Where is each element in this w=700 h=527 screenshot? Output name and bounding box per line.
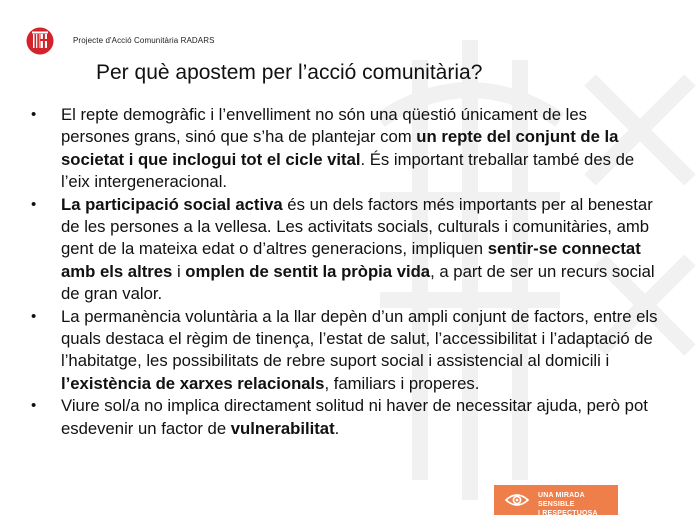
bullet-text: Viure sol/a no implica directament solitud ni haver de necessitar ajuda, però pot esdevenir un factor de bbox=[61, 396, 648, 438]
bullet-text: i bbox=[172, 261, 186, 281]
bullet-emphasis: l’existència de xarxes relacionals bbox=[61, 373, 325, 393]
bullet-text: El repte demogràfic i l’envelliment no són una qüestió únicament de les persones grans, sinó que s’ha de plantejar com bbox=[61, 105, 587, 147]
bullet-emphasis: La participació social activa bbox=[61, 194, 283, 214]
bullet-marker: • bbox=[31, 307, 37, 325]
bullet-text: . És important treballar també des de l’eix intergeneracional. bbox=[61, 149, 635, 192]
bullet-emphasis: un repte del conjunt de la societat i que inclogui tot el cicle vital bbox=[61, 127, 619, 169]
bullet-text: La permanència voluntària a la llar depèn d’un ampli conjunt de factors, entre els quals destaca el règim de tinença, l’estat de salut, l’accessibilitat i l’adaptació de l’habitatge, les possibilitats de rebre suport social i assistencial al domicili i bbox=[61, 306, 658, 371]
bullet-list bbox=[0, 104, 700, 440]
bullet-emphasis: vulnerabilitat bbox=[230, 418, 335, 438]
bullet-emphasis: omplen de sentit la pròpia vida bbox=[185, 261, 431, 281]
bullet-marker: • bbox=[31, 397, 37, 415]
bullet-emphasis: sentir-se connectat amb els altres bbox=[61, 239, 641, 281]
bullet-item bbox=[0, 104, 700, 194]
bullet-marker: • bbox=[31, 195, 37, 213]
bullet-item bbox=[0, 306, 700, 396]
badge-text bbox=[538, 491, 618, 518]
badge-line2: I RESPECTUOSA bbox=[538, 510, 598, 517]
eye-icon bbox=[504, 491, 530, 509]
sensible-badge bbox=[494, 485, 618, 515]
bullet-item bbox=[0, 194, 700, 306]
bullet-text: , a part de ser un recurs social de gran valor. bbox=[61, 261, 655, 304]
bullet-text: , familiars i properes. bbox=[324, 373, 480, 393]
barcelona-logo bbox=[26, 27, 54, 55]
badge-line1: UNA MIRADA SENSIBLE bbox=[538, 492, 585, 508]
bullet-text: és un dels factors més importants per al benestar de les persones a la vellesa. Les activitats socials, culturals i comunitàries, amb gent de la mateixa edat o d’altres generacions, impliquen bbox=[61, 194, 653, 259]
bullet-marker: • bbox=[31, 106, 37, 123]
bullet-text: . bbox=[334, 418, 340, 438]
project-label: Projecte d'Acció Comunitària RADARS bbox=[73, 36, 215, 45]
bullet-item bbox=[0, 395, 700, 440]
slide-title: Per què apostem per l’acció comunitària? bbox=[96, 61, 483, 84]
